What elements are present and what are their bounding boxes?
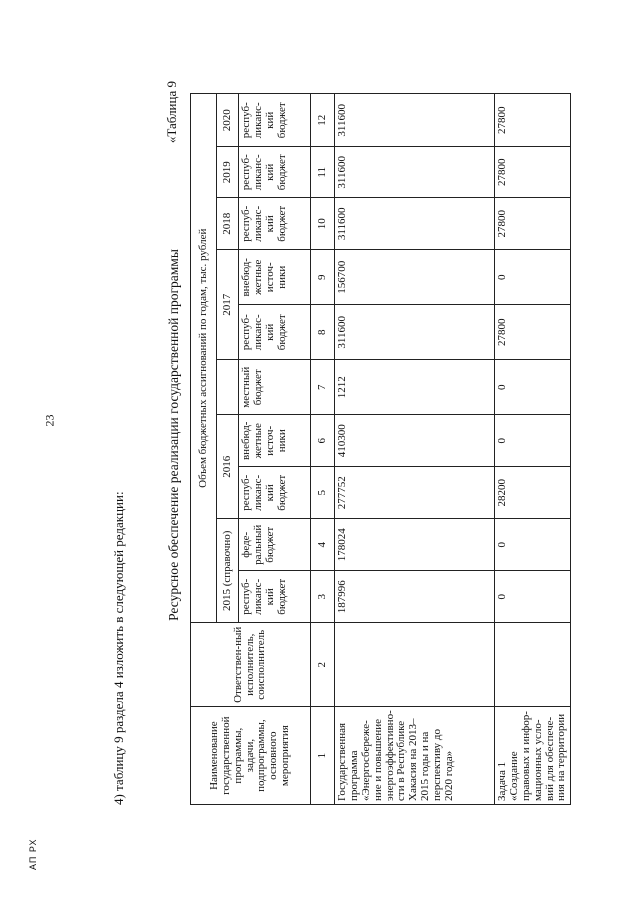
header-2015: 2015 (справочно) <box>217 519 239 623</box>
col-number: 9 <box>311 250 335 305</box>
row-value: 27800 <box>495 198 571 250</box>
header-responsible: Ответствен-ный исполнитель, соисполнитель <box>191 623 311 707</box>
row-value: 0 <box>495 519 571 571</box>
row-name: Задача 1 «Создание правовых и инфор-мационных усло-вий для обеспече-ния на территории <box>495 707 571 805</box>
header-2017-extra-budget: внебюд-жетные источ-ники <box>239 250 311 305</box>
header-2019: 2019 <box>217 147 239 198</box>
header-volume: Объем бюджетных ассигнований по годам, тыс. рублей <box>191 94 217 623</box>
row-value: 0 <box>495 571 571 623</box>
row-value: 187996 <box>335 571 495 623</box>
header-2016-extra-budget: внебюд-жетные источ-ники <box>239 415 311 467</box>
col-number: 8 <box>311 305 335 360</box>
header-2018: 2018 <box>217 198 239 250</box>
row-value: 28200 <box>495 467 571 519</box>
header-2017: 2017 <box>217 250 239 360</box>
col-number: 12 <box>311 94 335 147</box>
intro-text: 4) таблицу 9 раздела 4 изложить в следующей редакции: <box>111 491 126 805</box>
col-number: 10 <box>311 198 335 250</box>
header-2020: 2020 <box>217 94 239 147</box>
row-value: 156700 <box>335 250 495 305</box>
col-number: 7 <box>311 360 335 415</box>
row-value: 311600 <box>335 198 495 250</box>
row-value: 0 <box>495 360 571 415</box>
header-2020-rep-budget: респуб-ликанс-кий бюджет <box>239 94 311 147</box>
table-title: Ресурсное обеспечение реализации государственной программы <box>166 249 181 621</box>
header-2016-local-budget: местный бюджет <box>239 360 311 415</box>
rotated-document <box>110 65 590 805</box>
row-responsible <box>335 623 495 707</box>
table-caption: «Таблица 9 <box>164 81 179 144</box>
row-value: 0 <box>495 415 571 467</box>
resource-table <box>190 93 571 805</box>
row-value: 27800 <box>495 94 571 147</box>
row-value: 1212 <box>335 360 495 415</box>
col-number: 1 <box>311 707 335 805</box>
col-number: 4 <box>311 519 335 571</box>
header-2018-rep-budget: респуб-ликанс-кий бюджет <box>239 198 311 250</box>
corner-mark: АП РХ <box>28 838 38 870</box>
header-2016: 2016 <box>217 415 239 519</box>
row-value: 311600 <box>335 147 495 198</box>
row-value: 311600 <box>335 94 495 147</box>
header-2017-rep-budget: респуб-ликанс-кий бюджет <box>239 305 311 360</box>
col-number: 3 <box>311 571 335 623</box>
row-value: 0 <box>495 250 571 305</box>
header-2019-rep-budget: респуб-ликанс-кий бюджет <box>239 147 311 198</box>
row-value: 27800 <box>495 305 571 360</box>
header-name: Наименование государственной программы, задачи, подпрограммы, основного мероприятия <box>191 707 311 805</box>
row-responsible <box>495 623 571 707</box>
header-2016-rep-budget: респуб-ликанс-кий бюджет <box>239 467 311 519</box>
col-number: 11 <box>311 147 335 198</box>
row-value: 410300 <box>335 415 495 467</box>
col-number: 2 <box>311 623 335 707</box>
header-2015-rep-budget: респуб-ликанс-кий бюджет <box>239 571 311 623</box>
header-2016-local-blank <box>217 360 239 415</box>
row-value: 277752 <box>335 467 495 519</box>
header-2015-fed-budget: феде-ральный бюджет <box>239 519 311 571</box>
page-number: 23 <box>42 414 57 427</box>
row-name: Государственная программа «Энергосбереже-ние и повышение энергоэффективно-сти в Республике Хакасия на 2013–2015 годы и на перспективу до 2020 года» <box>335 707 495 805</box>
col-number: 6 <box>311 415 335 467</box>
row-value: 27800 <box>495 147 571 198</box>
row-value: 311600 <box>335 305 495 360</box>
row-value: 178024 <box>335 519 495 571</box>
col-number: 5 <box>311 467 335 519</box>
